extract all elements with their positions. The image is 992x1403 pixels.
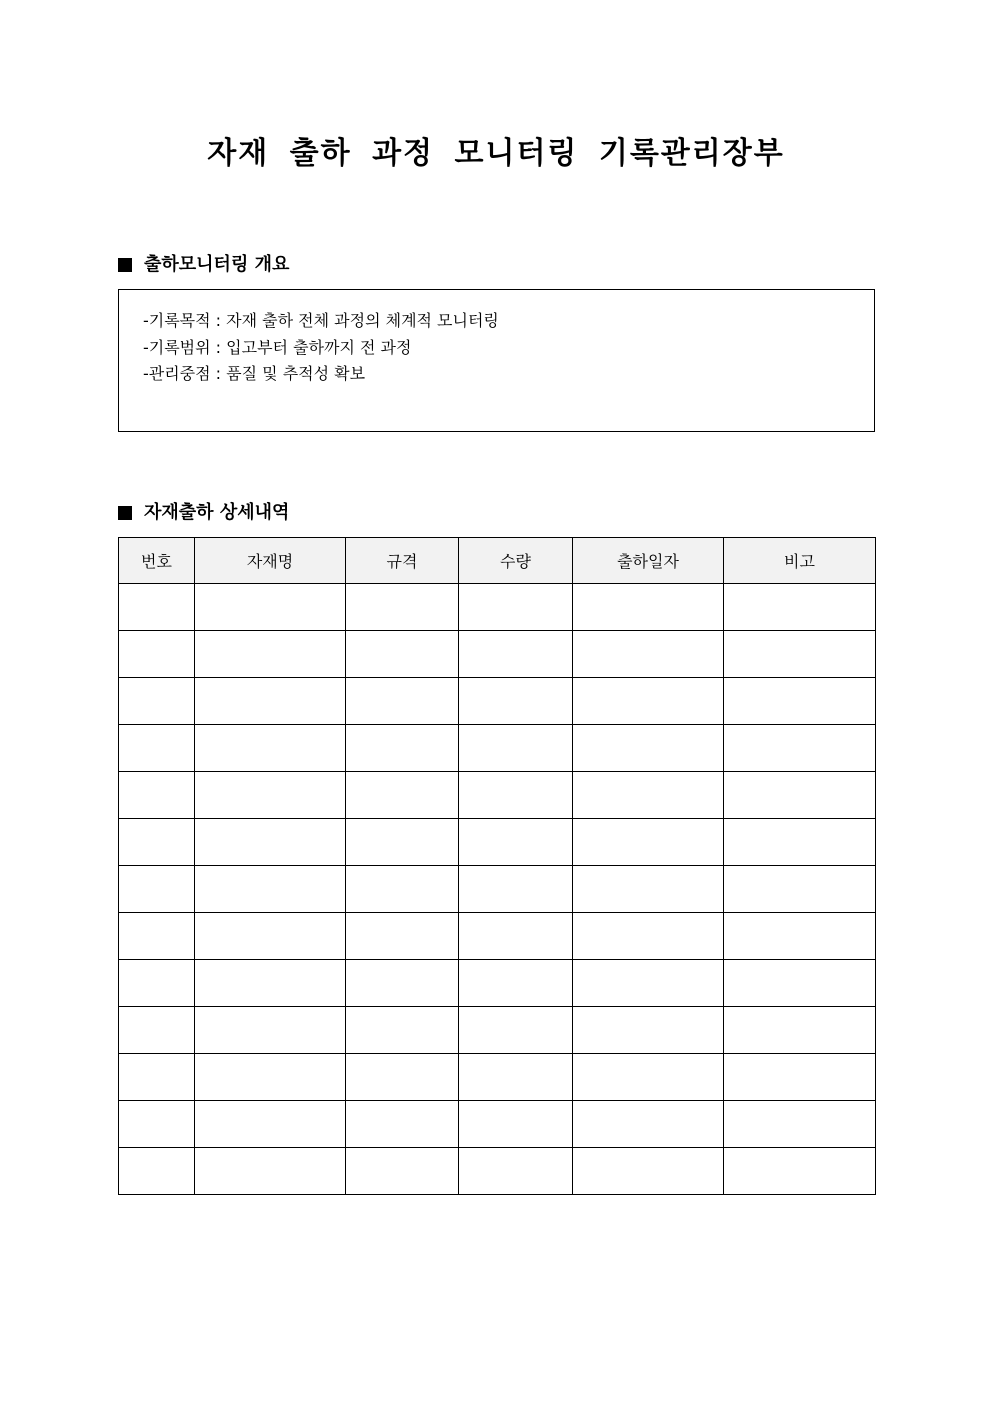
table-row [119,678,876,725]
column-header-quantity: 수량 [459,538,573,584]
table-cell[interactable] [346,772,459,819]
table-row [119,631,876,678]
table-cell[interactable] [346,819,459,866]
table-cell[interactable] [573,866,724,913]
table-cell[interactable] [724,1101,876,1148]
table-cell[interactable] [346,913,459,960]
table-cell[interactable] [119,913,195,960]
detail-heading [118,500,289,526]
table-cell[interactable] [346,1148,459,1195]
table-cell[interactable] [195,772,346,819]
table-row [119,725,876,772]
column-header-ship-date: 출하일자 [573,538,724,584]
table-cell[interactable] [119,960,195,1007]
table-cell[interactable] [724,866,876,913]
table-cell[interactable] [346,1054,459,1101]
table-cell[interactable] [346,584,459,631]
table-row [119,866,876,913]
table-cell[interactable] [459,866,573,913]
table-cell[interactable] [119,584,195,631]
table-cell[interactable] [724,960,876,1007]
table-cell[interactable] [346,1007,459,1054]
table-cell[interactable] [724,725,876,772]
table-header-row [119,538,876,584]
table-cell[interactable] [459,631,573,678]
table-cell[interactable] [724,1148,876,1195]
table-cell[interactable] [195,913,346,960]
shipment-detail-table [118,537,876,1195]
table-cell[interactable] [724,772,876,819]
table-cell[interactable] [573,772,724,819]
table-cell[interactable] [459,584,573,631]
table-cell[interactable] [724,678,876,725]
detail-heading-label: 자재출하 상세내역 [144,502,290,523]
table-cell[interactable] [195,631,346,678]
table-row [119,1148,876,1195]
table-cell[interactable] [459,1101,573,1148]
table-cell[interactable] [119,1148,195,1195]
table-cell[interactable] [195,1148,346,1195]
table-row [119,960,876,1007]
overview-heading [118,252,289,278]
overview-line-focus: -관리중점 : 품질 및 추적성 확보 [143,364,366,383]
table-row [119,1101,876,1148]
table-cell[interactable] [724,913,876,960]
table-cell[interactable] [573,678,724,725]
overview-line-scope: -기록범위 : 입고부터 출하까지 전 과정 [143,337,412,357]
column-header-material-name: 자재명 [195,538,346,584]
table-cell[interactable] [346,678,459,725]
table-cell[interactable] [195,1101,346,1148]
table-cell[interactable] [724,631,876,678]
table-cell[interactable] [573,1148,724,1195]
table-cell[interactable] [119,631,195,678]
overview-heading-label: 출하모니터링 개요 [144,254,290,275]
column-header-spec: 규격 [346,538,459,584]
document-title: 자재 출하 과정 모니터링 기록관리장부 [207,136,785,171]
table-cell[interactable] [724,819,876,866]
overview-line-purpose: -기록목적 : 자재 출하 전체 과정의 체계적 모니터링 [143,311,499,330]
table-cell[interactable] [195,1007,346,1054]
table-cell[interactable] [459,772,573,819]
table-row [119,1007,876,1054]
table-cell[interactable] [459,819,573,866]
table-cell[interactable] [573,725,724,772]
table-cell[interactable] [119,1007,195,1054]
table-cell[interactable] [459,913,573,960]
table-cell[interactable] [573,584,724,631]
table-cell[interactable] [119,772,195,819]
table-cell[interactable] [724,584,876,631]
table-cell[interactable] [346,960,459,1007]
table-cell[interactable] [459,725,573,772]
table-cell[interactable] [573,913,724,960]
table-cell[interactable] [459,1148,573,1195]
table-cell[interactable] [195,960,346,1007]
column-header-remarks: 비고 [724,538,876,584]
table-cell[interactable] [346,631,459,678]
table-cell[interactable] [346,1101,459,1148]
table-cell[interactable] [346,866,459,913]
table-cell[interactable] [573,1101,724,1148]
table-cell[interactable] [195,725,346,772]
table-row [119,819,876,866]
table-cell[interactable] [195,866,346,913]
table-cell[interactable] [459,1054,573,1101]
table-cell[interactable] [195,678,346,725]
square-bullet-icon [118,506,132,520]
column-header-number: 번호 [119,538,195,584]
table-cell[interactable] [573,631,724,678]
table-cell[interactable] [724,1007,876,1054]
square-bullet-icon [118,258,132,272]
table-cell[interactable] [119,1101,195,1148]
table-cell[interactable] [724,1054,876,1101]
table-cell[interactable] [119,866,195,913]
table-body [119,584,876,1195]
table-cell[interactable] [459,1007,573,1054]
table-cell[interactable] [459,960,573,1007]
table-cell[interactable] [195,1054,346,1101]
table-cell[interactable] [573,819,724,866]
table-cell[interactable] [119,678,195,725]
table-cell[interactable] [195,584,346,631]
table-cell[interactable] [119,1054,195,1101]
table-row [119,913,876,960]
table-cell[interactable] [573,1007,724,1054]
table-cell[interactable] [119,725,195,772]
table-cell[interactable] [119,819,195,866]
table-cell[interactable] [459,678,573,725]
table-cell[interactable] [573,960,724,1007]
table-row [119,584,876,631]
overview-box [118,289,875,432]
table-cell[interactable] [346,725,459,772]
table-cell[interactable] [195,819,346,866]
table-row [119,1054,876,1101]
table-row [119,772,876,819]
table-cell[interactable] [573,1054,724,1101]
